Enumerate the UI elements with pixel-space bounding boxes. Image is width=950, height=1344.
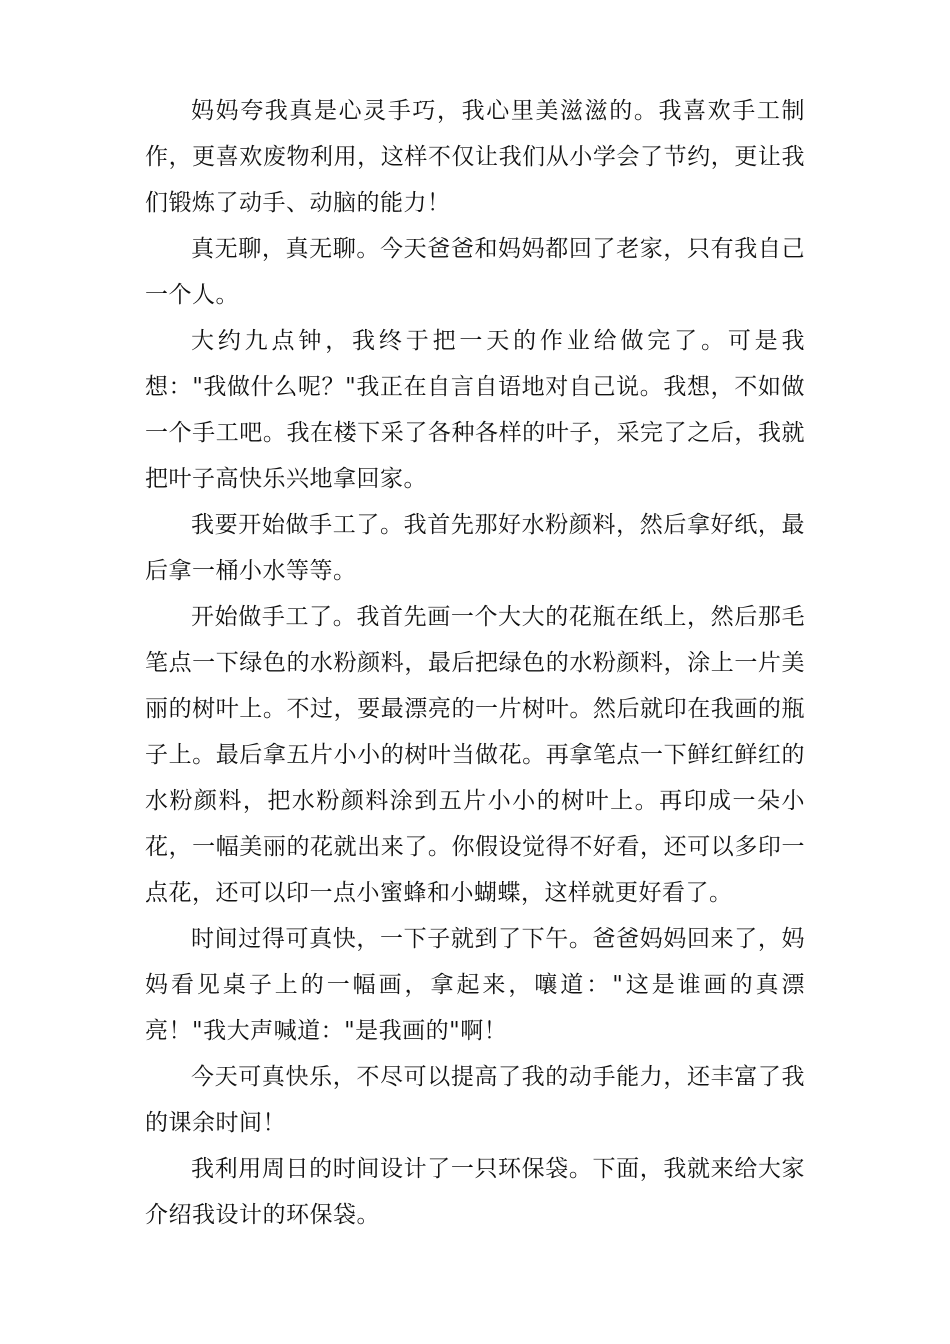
paragraph-2: 真无聊，真无聊。今天爸爸和妈妈都回了老家，只有我自己一个人。 xyxy=(145,236,805,308)
paragraph-6: 时间过得可真快，一下子就到了下午。爸爸妈妈回来了，妈妈看见桌子上的一幅画，拿起来，嚷道："这是谁画的真漂亮！"我大声喊道："是我画的"啊！ xyxy=(145,926,805,1044)
paragraph-8: 我利用周日的时间设计了一只环保袋。下面，我就来给大家介绍我设计的环保袋。 xyxy=(145,1156,805,1228)
paragraph-4: 我要开始做手工了。我首先那好水粉颜料，然后拿好纸，最后拿一桶小水等等。 xyxy=(145,512,805,584)
paragraph-5: 开始做手工了。我首先画一个大大的花瓶在纸上，然后那毛笔点一下绿色的水粉颜料，最后把绿色的水粉颜料，涂上一片美丽的树叶上。不过，要最漂亮的一片树叶。然后就印在我画的瓶子上。最后拿五片小小的树叶当做花。再拿笔点一下鲜红鲜红的水粉颜料，把水粉颜料涂到五片小小的树叶上。再印成一朵小花，一幅美丽的花就出来了。你假设觉得不好看，还可以多印一点花，还可以印一点小蜜蜂和小蝴蝶，这样就更好看了。 xyxy=(145,604,805,906)
paragraph-3: 大约九点钟，我终于把一天的作业给做完了。可是我想："我做什么呢？"我正在自言自语地对自己说。我想，不如做一个手工吧。我在楼下采了各种各样的叶子，采完了之后，我就把叶子高快乐兴地拿回家。 xyxy=(145,328,805,492)
paragraph-1: 妈妈夸我真是心灵手巧，我心里美滋滋的。我喜欢手工制作，更喜欢废物利用，这样不仅让我们从小学会了节约，更让我们锻炼了动手、动脑的能力！ xyxy=(145,98,805,216)
document-body xyxy=(145,88,805,1238)
paragraph-7: 今天可真快乐，不尽可以提高了我的动手能力，还丰富了我的课余时间！ xyxy=(145,1064,805,1136)
